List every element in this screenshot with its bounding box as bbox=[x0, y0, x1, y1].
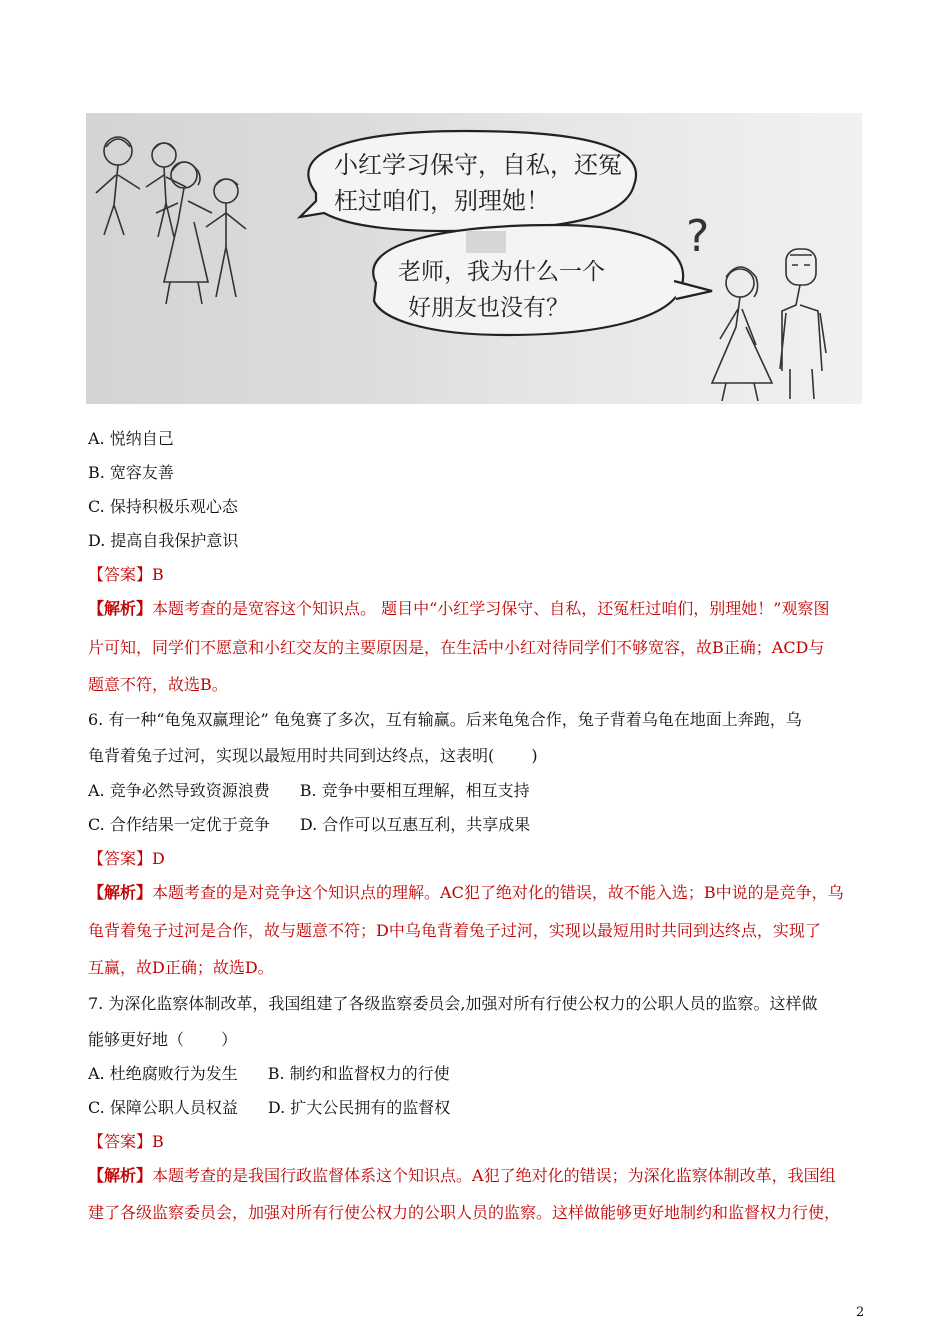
q7-answer bbox=[88, 1132, 164, 1152]
explanation-text: 本题考查的是对竞争这个知识点的理解。AC犯了绝对化的错误，故不能入选；B中说的是竞争，乌 bbox=[152, 883, 844, 902]
q6-explanation-line1 bbox=[88, 883, 844, 903]
q6-option-a: A. 竞争必然导致资源浪费 bbox=[88, 781, 270, 800]
q7-option-b: B. 制约和监督权力的行使 bbox=[267, 1064, 450, 1083]
q7-option-d: D. 扩大公民拥有的监督权 bbox=[267, 1098, 451, 1117]
q5-explanation-line2: 片可知，同学们不愿意和小红交友的主要原因是，在生活中小红对待同学们不够宽容，故B正确；ACD与 bbox=[88, 638, 825, 657]
smudge-mark bbox=[466, 231, 506, 253]
q5-explanation-line3: 题意不符，故选B。 bbox=[88, 675, 228, 694]
answer-value: D bbox=[152, 849, 165, 868]
q6-option-d: D. 合作可以互惠互利，共享成果 bbox=[299, 815, 531, 834]
q7-option-c: C. 保障公职人员权益 bbox=[88, 1098, 238, 1117]
question-mark-icon: ? bbox=[686, 211, 710, 262]
answer-value: B bbox=[152, 565, 164, 584]
q6-options-row2 bbox=[88, 815, 530, 835]
answer-tag: 【答案】 bbox=[88, 1132, 153, 1151]
q6-stem-line1: 6. 有一种“龟兔双赢理论” 龟兔赛了多次，互有输赢。后来龟兔合作，兔子背着乌龟在地面上奔跑，乌 bbox=[88, 710, 802, 729]
answer-value: B bbox=[152, 1132, 164, 1151]
q7-options-row2 bbox=[88, 1098, 450, 1118]
q5-answer bbox=[88, 565, 164, 585]
q6-explanation-line3: 互赢，故D正确；故选D。 bbox=[88, 958, 274, 977]
explanation-tag: 【解析】 bbox=[88, 883, 153, 902]
q6-option-b: B. 竞争中要相互理解，相互支持 bbox=[299, 781, 530, 800]
bubble1-line2: 枉过咱们，别理她！ bbox=[334, 187, 550, 215]
explanation-tag: 【解析】 bbox=[88, 1166, 153, 1185]
q7-stem-line2: 能够更好地（ ） bbox=[88, 1030, 238, 1049]
explanation-tag: 【解析】 bbox=[88, 599, 153, 618]
q7-explanation-line1 bbox=[88, 1166, 836, 1186]
group-of-students-sketch bbox=[96, 137, 246, 304]
q5-option-a: A. 悦纳自己 bbox=[88, 429, 174, 448]
bubble1-line1: 小红学习保守，自私，还冤 bbox=[334, 151, 622, 179]
q7-options-row1 bbox=[88, 1064, 450, 1084]
q6-explanation-line2: 龟背着兔子过河是合作，故与题意不符；D中乌龟背着兔子过河，实现以最短用时共同到达终点，实现了 bbox=[88, 921, 821, 940]
q5-option-d: D. 提高自我保护意识 bbox=[88, 531, 239, 550]
q7-explanation-line2: 建了各级监察委员会，加强对所有行使公权力的公职人员的监察。这样做能够更好地制约和监督权力行使， bbox=[88, 1203, 841, 1222]
q6-option-c: C. 合作结果一定优于竞争 bbox=[88, 815, 270, 834]
answer-tag: 【答案】 bbox=[88, 849, 153, 868]
cartoon-illustration bbox=[86, 113, 862, 404]
q6-options-row1 bbox=[88, 781, 530, 801]
page-number: 2 bbox=[856, 1305, 865, 1320]
q5-explanation-line1 bbox=[88, 599, 829, 619]
bubble2-line2: 好朋友也没有？ bbox=[408, 295, 569, 321]
q6-answer bbox=[88, 849, 165, 869]
q5-option-c: C. 保持积极乐观心态 bbox=[88, 497, 238, 516]
q6-stem-line2: 龟背着兔子过河，实现以最短用时共同到达终点，这表明( ) bbox=[88, 746, 538, 765]
answer-tag: 【答案】 bbox=[88, 565, 153, 584]
bubble2-line1: 老师，我为什么一个 bbox=[398, 259, 605, 285]
q7-option-a: A. 杜绝腐败行为发生 bbox=[88, 1064, 238, 1083]
speech-bubble-1 bbox=[300, 131, 636, 231]
explanation-text: 本题考查的是宽容这个知识点。 题目中“小红学习保守、自私，还冤枉过咱们，别理她！”观察图 bbox=[152, 599, 830, 618]
speech-bubble-2 bbox=[373, 225, 712, 335]
q7-stem-line1: 7. 为深化监察体制改革，我国组建了各级监察委员会,加强对所有行使公权力的公职人员的监察。这样做 bbox=[88, 994, 818, 1013]
explanation-text: 本题考查的是我国行政监督体系这个知识点。A犯了绝对化的错误；为深化监察体制改革，我国组 bbox=[152, 1166, 836, 1185]
girl-and-teacher-sketch bbox=[712, 249, 826, 401]
q5-option-b: B. 宽容友善 bbox=[88, 463, 174, 482]
